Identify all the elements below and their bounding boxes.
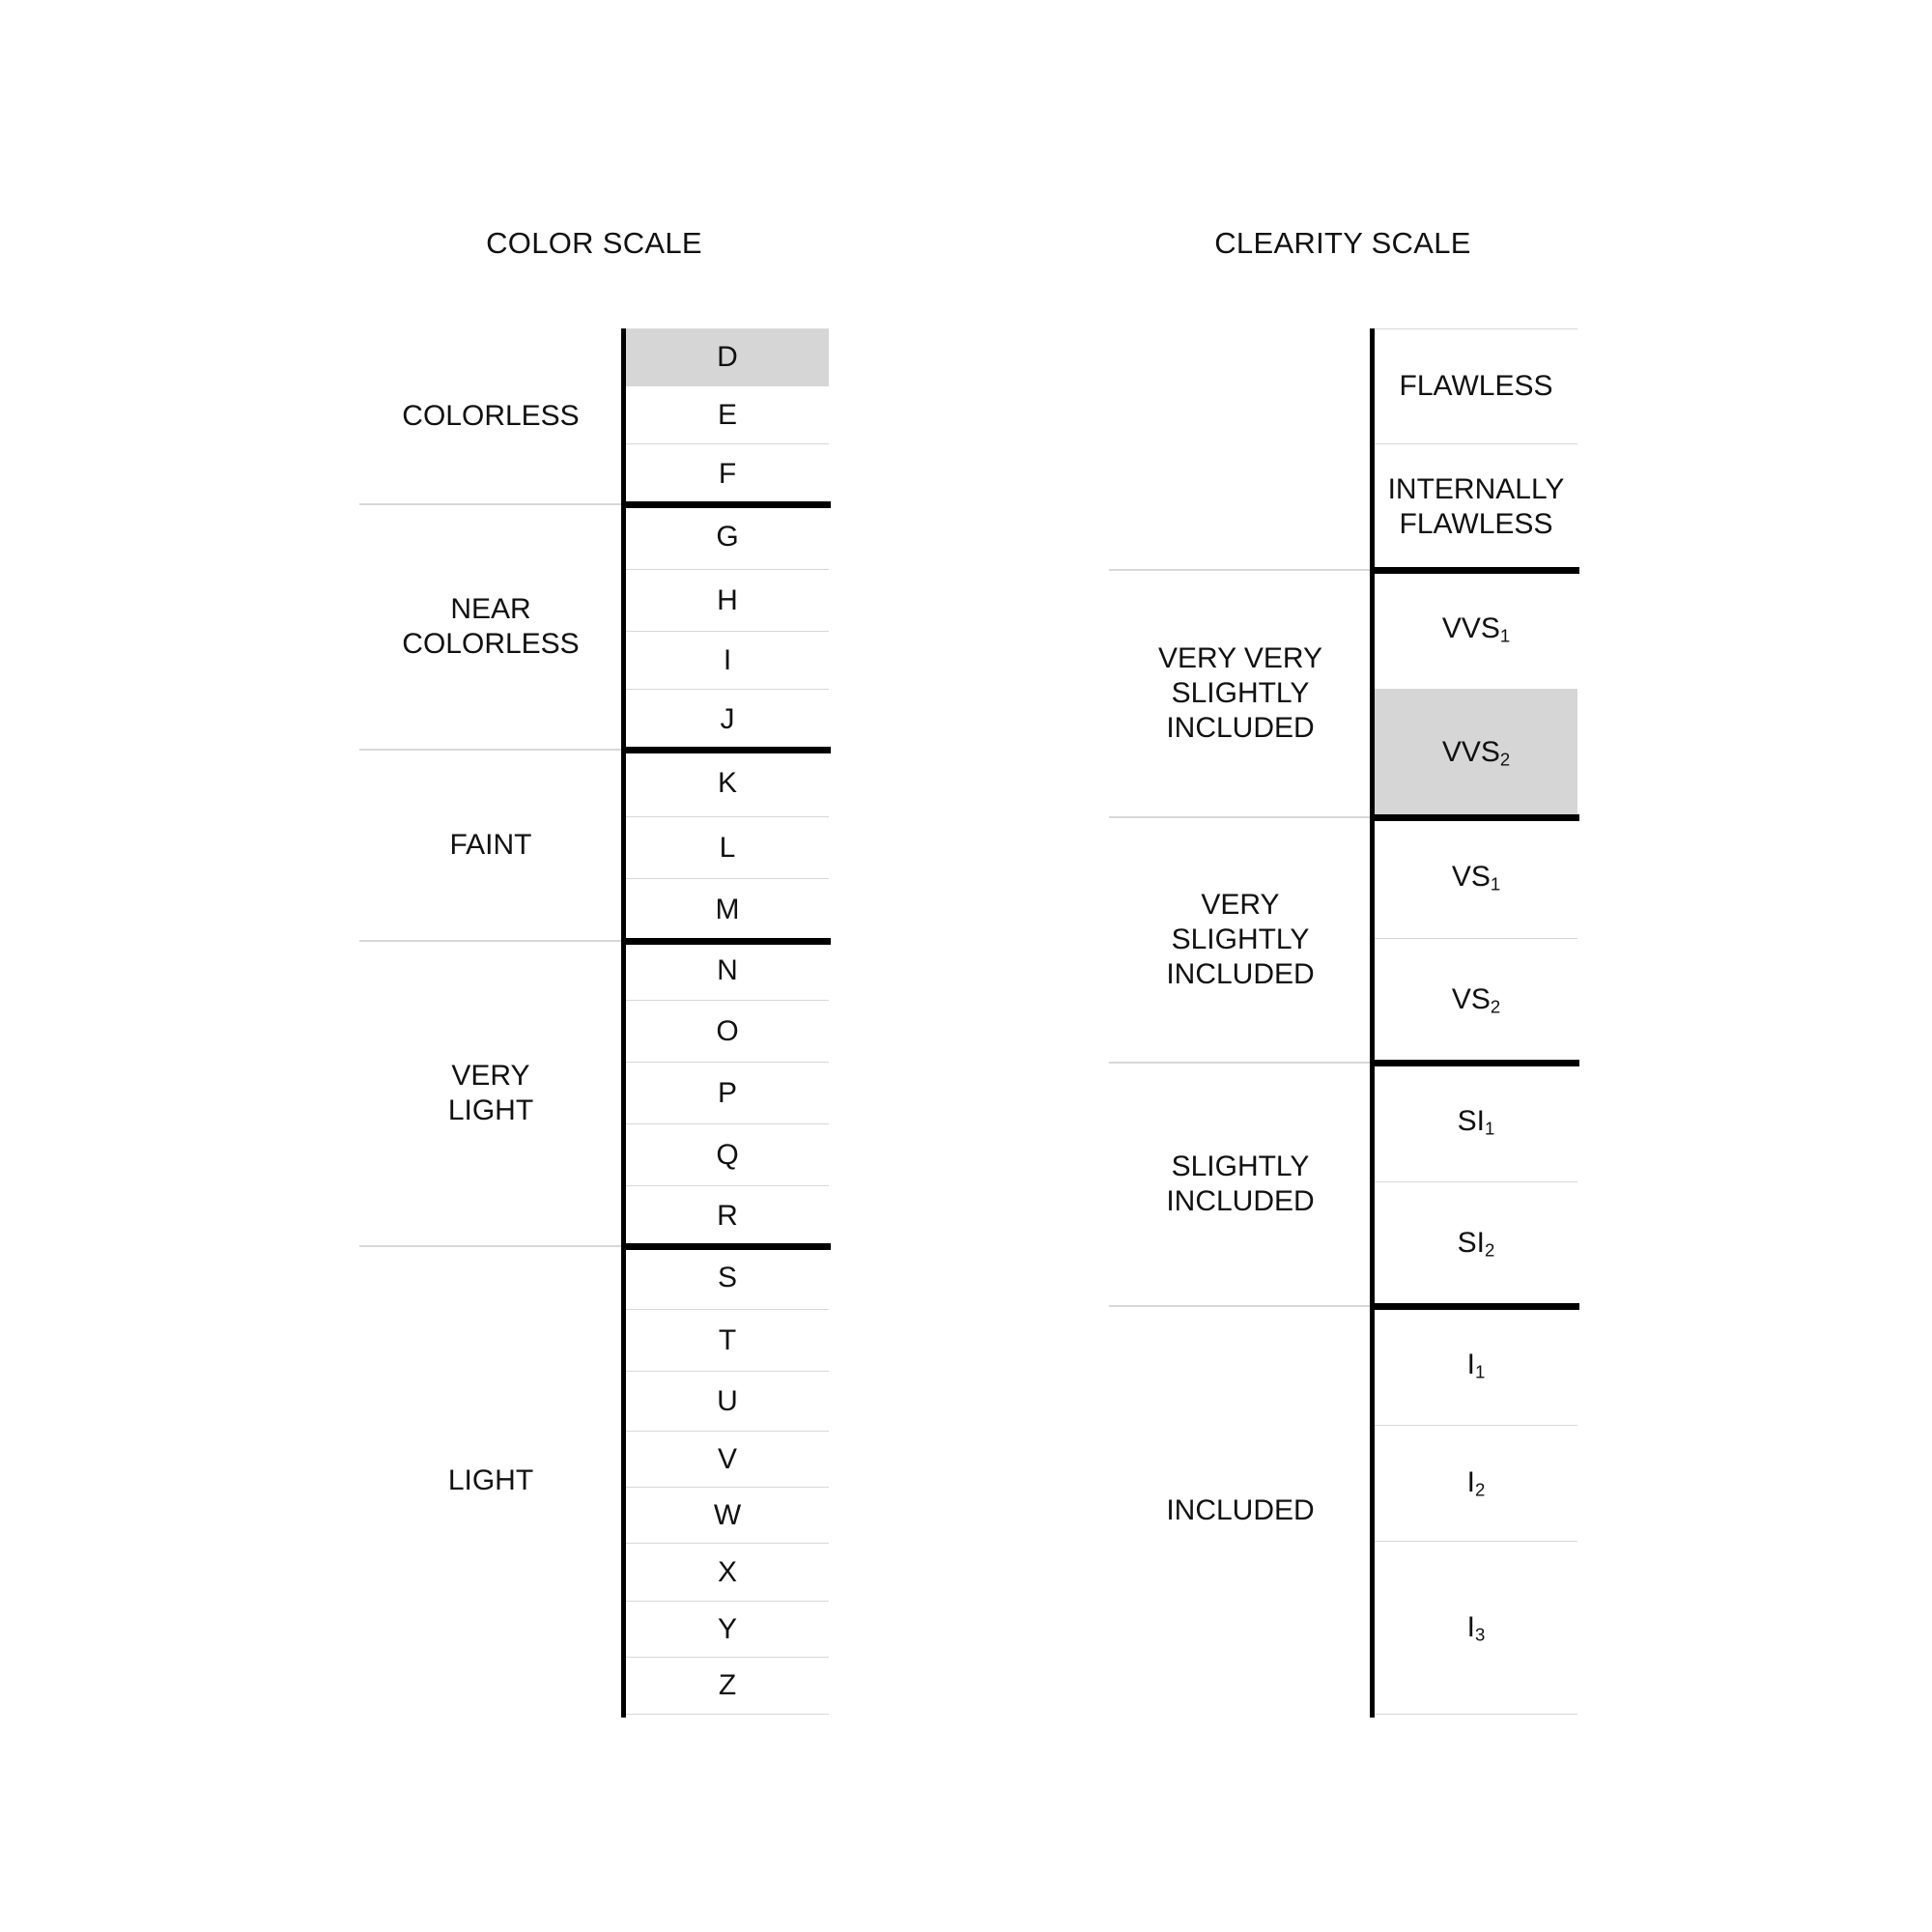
grade-cell-si1 xyxy=(1375,1063,1577,1182)
grade-label xyxy=(1467,1348,1486,1383)
grade-subscript: 2 xyxy=(1485,1239,1495,1261)
grade-label xyxy=(1388,472,1565,542)
grade-subscript: 2 xyxy=(1499,749,1511,770)
grade-text: K xyxy=(717,766,737,799)
grade-text: J xyxy=(720,702,735,735)
grade-cell-l xyxy=(626,817,829,879)
grade-text: VS xyxy=(1451,983,1491,1016)
grade-text: F xyxy=(718,457,737,490)
grade-text: FLAWLESS xyxy=(1399,370,1553,402)
grade-cell-vs1 xyxy=(1375,817,1577,939)
grade-label xyxy=(1458,1104,1495,1140)
grade-cell-g xyxy=(626,504,829,570)
grade-cell-o xyxy=(626,1001,829,1063)
grade-subscript: 2 xyxy=(1475,1479,1486,1500)
grade-text: O xyxy=(716,1014,739,1047)
grade-text: INTERNALLY FLAWLESS xyxy=(1387,472,1565,540)
grade-subscript: 3 xyxy=(1475,1624,1486,1645)
grade-text: SI xyxy=(1457,1105,1485,1138)
grade-cell-k xyxy=(626,750,829,817)
grade-cell-vvs1 xyxy=(1375,570,1577,690)
grade-text: X xyxy=(717,1555,737,1588)
grade-cell-u xyxy=(626,1372,829,1432)
grade-cell-x xyxy=(626,1544,829,1602)
grade-text: VVS xyxy=(1441,612,1500,645)
grade-cell-si2 xyxy=(1375,1182,1577,1306)
group-label-1: NEAR COLORLESS xyxy=(402,593,580,660)
scale-axis-line xyxy=(621,328,626,1718)
grade-text: V xyxy=(717,1442,737,1475)
grade-cell-i xyxy=(626,632,829,690)
grade-text: Y xyxy=(717,1612,737,1645)
grade-text: N xyxy=(717,953,738,986)
group-label-0: COLORLESS xyxy=(402,400,580,432)
grade-label xyxy=(1442,735,1510,771)
group-label-1: VERY VERY SLIGHTLY INCLUDED xyxy=(1157,642,1323,744)
grade-text: W xyxy=(713,1498,742,1531)
grade-text: I xyxy=(723,643,732,676)
grade-cell-f xyxy=(626,444,829,504)
grade-cell-internally-flawless xyxy=(1375,444,1577,570)
group-label-2: VERY SLIGHTLY INCLUDED xyxy=(1166,889,1315,990)
group-label-3: SLIGHTLY INCLUDED xyxy=(1166,1151,1315,1217)
grade-cell-q xyxy=(626,1124,829,1186)
grade-cell-h xyxy=(626,570,829,632)
grade-cell-w xyxy=(626,1488,829,1544)
grade-text: L xyxy=(719,831,736,864)
grade-text: G xyxy=(716,520,739,553)
grade-cell-p xyxy=(626,1063,829,1124)
grade-text: P xyxy=(717,1076,737,1109)
grade-cell-s xyxy=(626,1246,829,1310)
grade-label xyxy=(1467,1465,1486,1501)
group-label-4: INCLUDED xyxy=(1166,1493,1315,1526)
grade-cell-z xyxy=(626,1658,829,1715)
grade-cell-vs2 xyxy=(1375,939,1577,1063)
grade-cell-y xyxy=(626,1602,829,1658)
grade-text: H xyxy=(717,583,738,616)
grade-text: D xyxy=(717,341,738,373)
grade-cell-m xyxy=(626,879,829,941)
grade-label xyxy=(1452,982,1500,1018)
grade-text: I xyxy=(1466,1610,1475,1643)
grade-text: VS xyxy=(1451,861,1491,894)
grade-cell-i1 xyxy=(1375,1306,1577,1426)
group-label-3: VERY LIGHT xyxy=(447,1060,534,1126)
grade-text: VVS xyxy=(1441,736,1500,769)
grade-text: U xyxy=(717,1384,738,1417)
grade-text: Q xyxy=(716,1138,739,1171)
grade-label xyxy=(1442,611,1510,647)
group-label-4: LIGHT xyxy=(447,1463,534,1496)
grade-label xyxy=(1400,369,1553,404)
grade-subscript: 1 xyxy=(1485,1118,1495,1139)
grade-cell-j xyxy=(626,690,829,750)
grade-text: I xyxy=(1466,1349,1475,1381)
grade-text: Z xyxy=(718,1669,737,1701)
grade-cell-i3 xyxy=(1375,1542,1577,1715)
grade-cell-vvs2 xyxy=(1375,690,1577,817)
grade-cell-v xyxy=(626,1432,829,1488)
clarity-scale-title: CLEARITY SCALE xyxy=(1214,226,1471,260)
grade-cell-t xyxy=(626,1310,829,1372)
grade-text: T xyxy=(718,1323,737,1356)
grade-cell-r xyxy=(626,1186,829,1246)
grade-subscript: 1 xyxy=(1475,1361,1486,1382)
grade-text: SI xyxy=(1457,1227,1485,1260)
grade-label xyxy=(1458,1226,1495,1262)
grade-cell-d xyxy=(626,328,829,386)
group-label-0 xyxy=(1109,328,1372,570)
grade-label xyxy=(1452,860,1500,895)
grade-subscript: 2 xyxy=(1490,996,1501,1017)
grade-text: I xyxy=(1466,1466,1475,1499)
group-label-2: FAINT xyxy=(449,829,532,861)
grade-cell-flawless xyxy=(1375,328,1577,444)
grade-text: R xyxy=(717,1199,738,1232)
grade-cell-i2 xyxy=(1375,1426,1577,1542)
grade-text: E xyxy=(717,398,737,431)
grade-subscript: 1 xyxy=(1499,625,1511,646)
grade-label xyxy=(1467,1610,1486,1646)
grade-cell-e xyxy=(626,386,829,444)
grade-subscript: 1 xyxy=(1490,873,1501,895)
grade-text: M xyxy=(715,893,740,925)
color-scale-title: COLOR SCALE xyxy=(486,226,702,260)
scale-axis-line xyxy=(1370,328,1375,1718)
grade-text: S xyxy=(717,1261,737,1293)
grade-cell-n xyxy=(626,941,829,1001)
